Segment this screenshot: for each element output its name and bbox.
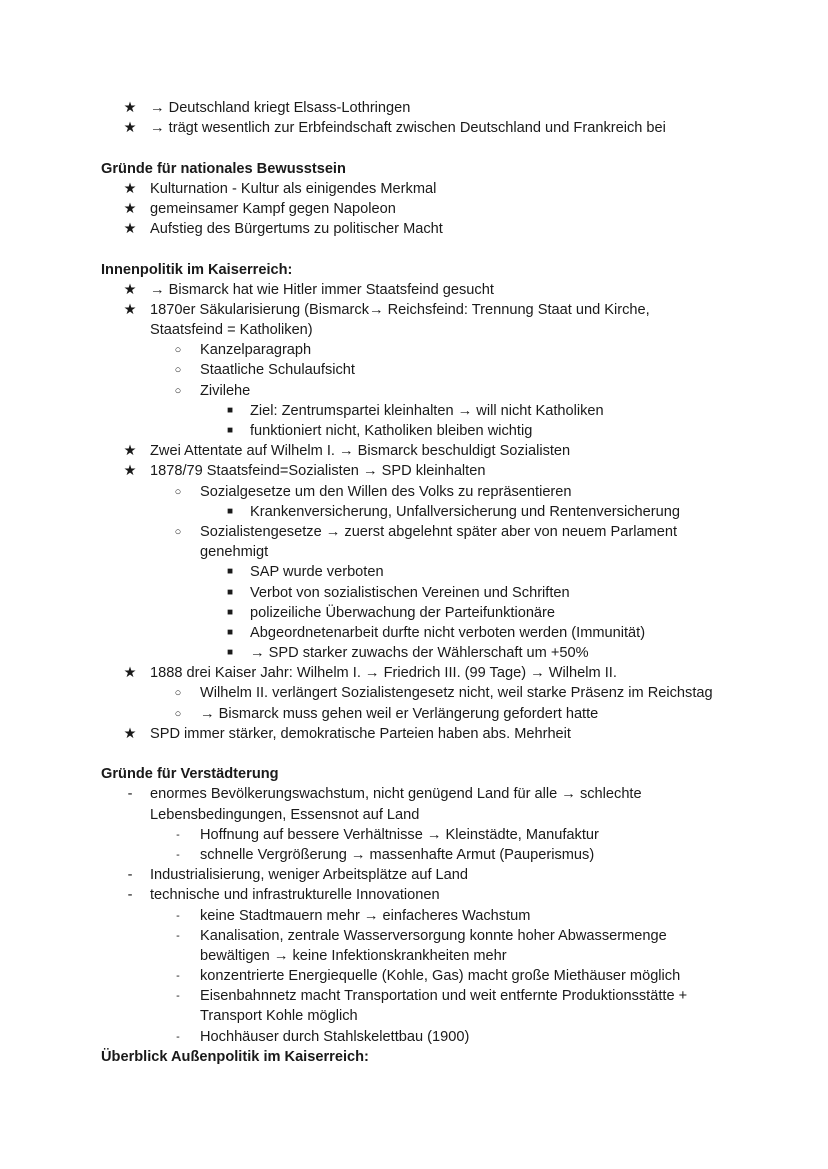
dash-bullet-icon: - [127,887,133,904]
list-item-text: Zivilehe [200,382,251,399]
star-bullet-icon: ★ [123,281,137,298]
circle-bullet-icon: ○ [174,364,182,377]
list-item [101,603,751,623]
list-item-text: polizeiliche Überwachung der Parteifunktionäre [250,604,556,621]
section-heading: Überblick Außenpolitik im Kaiserreich: [101,1048,369,1065]
list-item-text: → SPD starker zuwachs der Wählerschaft um +50% [250,645,589,662]
dash-bullet-icon: - [176,929,180,942]
list-item [101,865,751,885]
circle-bullet-icon: ○ [174,384,182,397]
circle-bullet-icon: ○ [174,525,182,538]
section-heading: Innenpolitik im Kaiserreich: [101,261,293,278]
list-item-text: keine Stadtmauern mehr → einfacheres Wachstum [200,907,531,924]
list-item-text-continuation: Staatsfeind = Katholiken) [150,322,313,339]
list-item [101,461,751,481]
list-item-text: Industrialisierung, weniger Arbeitsplätze auf Land [150,867,469,884]
blank-line [101,239,751,259]
list-item [101,179,751,199]
list-item-text: enormes Bevölkerungswachstum, nicht genügend Land für alle → schlechte [150,786,642,803]
dash-bullet-icon: - [176,848,180,861]
star-bullet-icon: ★ [123,301,137,318]
square-bullet-icon: ■ [226,505,234,517]
list-item-text: Abgeordnetenarbeit durfte nicht verboten werden (Immunität) [250,624,646,641]
star-bullet-icon: ★ [123,665,137,682]
list-item-text: Hochhäuser durch Stahlskelettbau (1900) [200,1028,470,1045]
list-item-text: Sozialistengesetze → zuerst abgelehnt später aber von neuem Parlament [200,523,678,540]
list-item [101,98,751,118]
star-bullet-icon: ★ [123,200,137,217]
section-heading: Gründe für nationales Bewusstsein [101,160,346,177]
list-item-text: Staatliche Schulaufsicht [200,362,355,379]
square-bullet-icon: ■ [226,425,234,436]
list-item [101,421,751,441]
square-bullet-icon: ■ [226,647,234,659]
square-bullet-icon: ■ [226,606,234,618]
star-bullet-icon: ★ [123,180,137,197]
list-item-text: Verbot von sozialistischen Vereinen und Schriften [250,584,570,601]
list-item [101,522,751,562]
list-item-text: schnelle Vergrößerung → massenhafte Armut (Pauperismus) [200,846,595,863]
list-item-text: Kanzelparagraph [200,342,312,359]
list-item [101,966,751,986]
list-item-text: Ziel: Zentrumspartei kleinhalten → will nicht Katholiken [250,402,604,419]
list-item-text: → Bismarck hat wie Hitler immer Staatsfeind gesucht [150,281,494,298]
dash-bullet-icon: - [127,786,133,803]
dash-bullet-icon: - [176,1030,180,1043]
square-bullet-icon: ■ [226,566,234,578]
list-item-text: Sozialgesetze um den Willen des Volks zu repräsentieren [200,483,572,500]
circle-bullet-icon: ○ [174,485,182,498]
list-item [101,825,751,845]
circle-bullet-icon: ○ [174,707,182,720]
list-item-text-continuation: bewältigen → keine Infektionskrankheiten mehr [200,947,507,964]
list-item [101,1027,751,1047]
section-heading: Gründe für Verstädterung [101,766,279,783]
list-item [101,986,751,1026]
list-item-text: → Deutschland kriegt Elsass-Lothringen [150,100,411,116]
list-item [101,502,751,522]
dash-bullet-icon: - [176,828,180,841]
list-item-text: 1888 drei Kaiser Jahr: Wilhelm I. → Friedrich III. (99 Tage) → Wilhelm II. [150,665,617,682]
list-item [101,906,751,926]
square-bullet-icon: ■ [226,586,234,598]
list-item-text: Eisenbahnnetz macht Transportation und weit entfernte Produktionsstätte + [200,988,688,1005]
list-item [101,340,751,360]
list-item-text-continuation: Transport Kohle möglich [200,1008,358,1025]
document-page [101,98,751,1067]
list-item [101,482,751,502]
list-item [101,441,751,461]
list-item-text-continuation: genehmigt [200,544,269,561]
blank-line [101,138,751,158]
star-bullet-icon: ★ [123,120,137,137]
star-bullet-icon: ★ [123,221,137,238]
list-item [101,280,751,300]
circle-bullet-icon: ○ [174,687,182,700]
list-item [101,219,751,239]
dash-bullet-icon: - [176,990,180,1003]
list-item-text: Kanalisation, zentrale Wasserversorgung konnte hoher Abwassermenge [200,927,667,944]
list-item [101,885,751,905]
star-bullet-icon: ★ [123,443,137,460]
list-item-text: funktioniert nicht, Katholiken bleiben wichtig [250,423,533,439]
list-item [101,562,751,582]
list-item-text: technische und infrastrukturelle Innovationen [150,887,440,904]
list-item [101,784,751,824]
list-item [101,118,751,138]
list-item [101,683,751,703]
list-item-text-continuation: Lebensbedingungen, Essensnot auf Land [150,806,420,823]
star-bullet-icon: ★ [123,100,137,116]
list-item [101,845,751,865]
list-item [101,724,751,744]
list-item-text: → trägt wesentlich zur Erbfeindschaft zwischen Deutschland und Frankreich bei [150,120,666,137]
star-bullet-icon: ★ [123,463,137,480]
blank-line [101,744,751,764]
list-item [101,663,751,683]
list-item-text: Krankenversicherung, Unfallversicherung und Rentenversicherung [250,503,680,520]
list-item-text: 1878/79 Staatsfeind=Sozialisten → SPD kleinhalten [150,463,486,480]
dash-bullet-icon: - [127,867,133,884]
dash-bullet-icon: - [176,970,180,983]
list-item [101,643,751,663]
list-item [101,360,751,380]
star-bullet-icon: ★ [123,725,137,742]
square-bullet-icon: ■ [226,404,234,416]
list-item [101,583,751,603]
list-item-text: Aufstieg des Bürgertums zu politischer Macht [150,221,443,238]
list-item-text: Zwei Attentate auf Wilhelm I. → Bismarck beschuldigt Sozialisten [150,443,571,460]
dash-bullet-icon: - [176,909,180,922]
square-bullet-icon: ■ [226,626,234,638]
circle-bullet-icon: ○ [174,344,182,357]
list-item [101,926,751,966]
list-item-text: Wilhelm II. verlängert Sozialistengesetz nicht, weil starke Präsenz im Reichstag [200,685,713,702]
list-item-text: → Bismarck muss gehen weil er Verlängerung gefordert hatte [200,705,599,722]
list-item [101,300,751,340]
list-item-text: 1870er Säkularisierung (Bismarck→ Reichsfeind: Trennung Staat und Kirche, [150,301,650,318]
list-item-text: Hoffnung auf bessere Verhältnisse → Kleinstädte, Manufaktur [200,826,599,843]
list-item [101,623,751,643]
list-item-text: gemeinsamer Kampf gegen Napoleon [150,200,396,217]
list-item [101,401,751,421]
list-item-text: Kulturnation - Kultur als einigendes Merkmal [150,180,437,197]
list-item-text: konzentrierte Energiequelle (Kohle, Gas) macht große Miethäuser möglich [200,968,681,985]
list-item [101,381,751,401]
list-item [101,199,751,219]
list-item-text: SPD immer stärker, demokratische Parteien haben abs. Mehrheit [150,725,571,742]
list-item-text: SAP wurde verboten [250,564,384,581]
list-item [101,704,751,724]
